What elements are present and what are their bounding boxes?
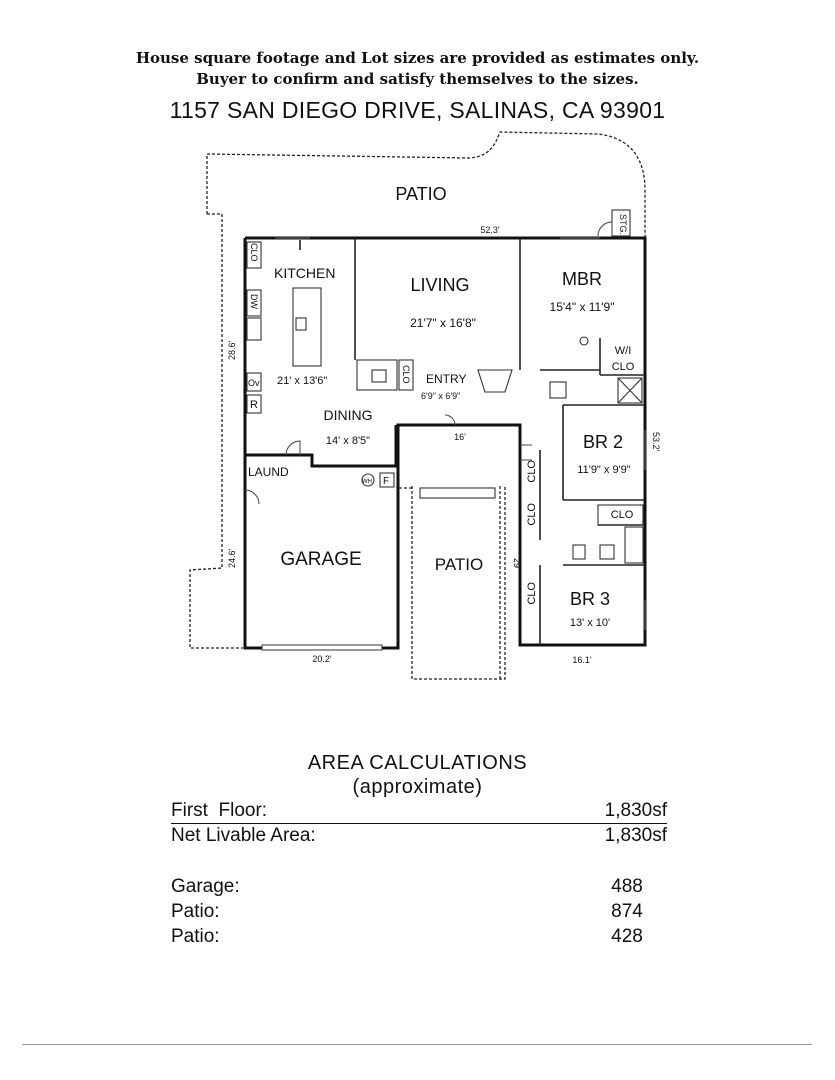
wi-clo-label-2: CLO (611, 361, 635, 373)
patio-row-1 (171, 901, 667, 923)
net-livable-row (171, 825, 667, 847)
wh-label: WH (362, 479, 372, 485)
disclaimer-line-1: House square footage and Lot sizes are provided as estimates only. (135, 49, 700, 67)
dim-center: 16' (454, 432, 466, 442)
dim-left-upper: 28.6' (227, 340, 237, 360)
br2-size: 11'9" x 9'9" (577, 464, 631, 476)
ov-label: Ov (248, 378, 260, 388)
patio-top-label: PATIO (395, 184, 447, 204)
dim-patio-depth: 29' (512, 558, 522, 570)
kitchen-size: 21' x 13'6" (277, 375, 328, 387)
living-label: LIVING (410, 275, 470, 295)
dim-right: 53.2' (651, 432, 661, 452)
clo-label-br3: CLO (526, 582, 538, 605)
garage-area-label: Garage: (171, 876, 240, 897)
area-calculations-heading (0, 751, 835, 799)
dining-size: 14' x 8'5" (325, 435, 371, 447)
patio-area-value-1: 874 (611, 901, 643, 922)
clo-label-kitchen: CLO (249, 243, 259, 262)
clo-label-br2-a: CLO (526, 460, 538, 483)
dim-top: 52.3' (480, 225, 500, 235)
dim-br3-width: 16.1' (572, 655, 592, 665)
dim-garage-width: 20.2' (312, 654, 332, 664)
entry-size: 6'9" x 6'9" (421, 391, 461, 401)
disclaimer-line-2: Buyer to confirm and satisfy themselves to the sizes. (196, 70, 639, 88)
patio-row-2 (171, 926, 667, 948)
mbr-label: MBR (562, 269, 602, 289)
page-bottom-rule (22, 1044, 812, 1045)
r-label: R (250, 399, 258, 411)
br3-label: BR 3 (569, 589, 611, 609)
area-divider (171, 823, 667, 824)
area-title: AREA CALCULATIONS (307, 752, 528, 774)
dw-label: DW (249, 294, 259, 309)
patio-area-value-2: 428 (611, 926, 643, 947)
laund-label: LAUND (248, 465, 289, 479)
patio-area-label-1: Patio: (171, 901, 220, 922)
garage-label: GARAGE (280, 549, 362, 570)
garage-row (171, 876, 667, 898)
mbr-size: 15'4" x 11'9" (549, 300, 615, 314)
dining-label: DINING (323, 407, 373, 423)
br3-size: 13' x 10' (569, 617, 611, 629)
clo-label-entry: CLO (401, 365, 411, 384)
first-floor-value: 1,830sf (604, 800, 667, 821)
first-floor-row (171, 800, 667, 822)
br2-label: BR 2 (582, 432, 624, 452)
net-livable-value: 1,830sf (604, 825, 667, 846)
patio-mid-label: PATIO (434, 555, 484, 574)
f-label: F (383, 476, 390, 487)
patio-area-label-2: Patio: (171, 926, 220, 947)
area-subtitle: (approximate) (352, 776, 483, 798)
dim-left-lower: 24.6' (227, 548, 237, 568)
property-address: 1157 SAN DIEGO DRIVE, SALINAS, CA 93901 (169, 97, 666, 123)
clo-label-br2-b: CLO (526, 503, 538, 526)
kitchen-label: KITCHEN (274, 265, 336, 281)
clo-label-br2-side: CLO (610, 509, 634, 521)
first-floor-label: First Floor: (171, 800, 268, 821)
stg-label: STG. (618, 214, 628, 236)
garage-door (262, 645, 382, 650)
living-size: 21'7" x 16'8" (410, 316, 476, 330)
entry-label: ENTRY (426, 372, 467, 386)
wi-clo-label-1: W/I (614, 345, 632, 357)
garage-area-value: 488 (611, 876, 643, 897)
net-livable-label: Net Livable Area: (171, 825, 316, 846)
